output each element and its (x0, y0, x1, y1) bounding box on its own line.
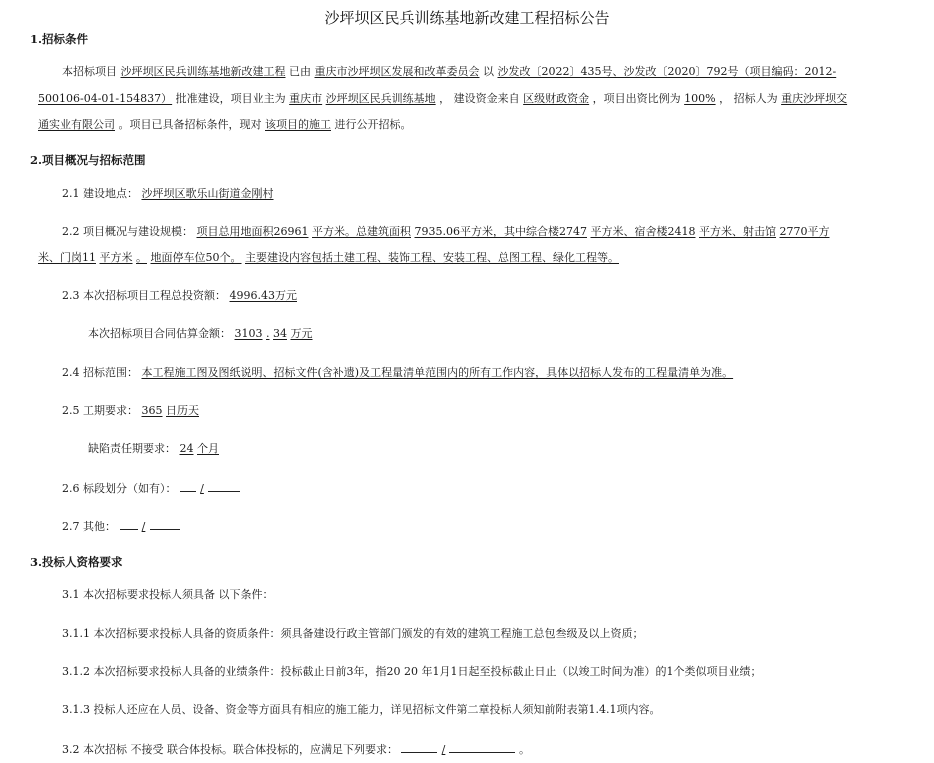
page-title: 沙坪坝区民兵训练基地新改建工程招标公告 (324, 9, 610, 27)
parking: 地面停车位50个。 (150, 251, 242, 264)
lot-division (62, 479, 240, 497)
defect-period (88, 441, 219, 457)
blank-line (150, 517, 180, 530)
tender-scope: 该项目的施工 (265, 118, 331, 131)
field-label: 2.6 标段划分（如有）： (62, 482, 177, 495)
land-area: 项目总用地面积26961 (196, 225, 309, 238)
field-value: . (266, 327, 270, 340)
construction-scale (62, 224, 830, 240)
text: 本招标项目 (62, 65, 117, 78)
text: 3.2 本次招标 不接受 联合体投标。联合体投标的，应满足下列要求： (62, 743, 398, 756)
construction-location (62, 186, 274, 202)
main-content: 主要建设内容包括土建工程、装饰工程、安装工程、总图工程、绿化工程等。 (245, 251, 619, 264)
blank-line (449, 740, 515, 753)
unit: 米 (38, 251, 49, 264)
requirement-3-1-2: 3.1.2 本次招标要求投标人具备的业绩条件：投标截止日前3年，指20 20 年1月1日起至投标截止日止（以竣工时间为准）的1个类似项目业绩； (62, 665, 762, 678)
approval-document: 沙发改〔2022〕435号、沙发改〔2020〕792号（项目编码：2012- (497, 65, 837, 78)
project-owner: 沙坪坝区民兵训练基地 (325, 92, 436, 105)
text: ，项目出资比例为 (592, 92, 681, 105)
field-value: / (141, 520, 146, 533)
field-value: / (441, 743, 446, 756)
field-label: 缺陷责任期要求： (88, 442, 176, 455)
total-investment (62, 288, 297, 304)
text: 。项目已具备招标条件，现对 (118, 118, 262, 131)
text: 。总建筑面积 (345, 225, 411, 238)
blank-line (120, 517, 138, 530)
field-label: 本次招标项目合同估算金额： (88, 327, 231, 340)
section-heading-1: 1.招标条件 (30, 32, 89, 46)
blank-line (180, 479, 196, 492)
field-label: 2.3 本次招标项目工程总投资额： (62, 289, 226, 302)
shooting-hall-area: 2770平方 (779, 225, 830, 238)
field-value: 沙坪坝区歌乐山街道金刚村 (141, 187, 274, 200)
dormitory: 、宿舍楼2418 (623, 225, 696, 238)
approval-authority: 重庆市沙坪坝区发展和改革委员会 (314, 65, 480, 78)
requirement-3-1: 3.1 本次招标要求投标人须具备 以下条件： (62, 588, 274, 601)
project-name: 沙坪坝区民兵训练基地新改建工程 (120, 65, 286, 78)
field-value: 本工程施工图及图纸说明、招标文件(含补遗)及工程量清单范围内的所有工作内容，具体以招标人发布的工程量清单为准。 (141, 366, 734, 379)
field-value: 24 (179, 442, 194, 455)
funding-ratio: 100% (684, 92, 716, 105)
text: 。 (518, 743, 530, 756)
fund-source: 区级财政资金 (523, 92, 590, 105)
other-info (62, 517, 180, 535)
requirement-3-1-1: 3.1.1 本次招标要求投标人具备的资质条件：须具备建设行政主管部门颁发的有效的建筑工程施工总包叁级及以上资质； (62, 627, 644, 640)
tenderer: 重庆沙坪坝交 (781, 92, 848, 105)
unit: 平方米 (312, 225, 345, 238)
building-area: 7935.06平方米 (414, 225, 493, 238)
field-value: 万元 (290, 327, 313, 340)
requirement-3-2 (62, 740, 530, 758)
field-value: 日历天 (166, 404, 199, 417)
field-label: 2.1 建设地点： (62, 187, 138, 200)
paragraph-line (62, 64, 836, 80)
text: 已由 (289, 65, 311, 78)
gatehouse: 、门岗11 (49, 251, 96, 264)
tenderer-cont: 通实业有限公司 (38, 118, 115, 131)
field-value: 365 (141, 404, 163, 417)
project-code: 500106-04-01-154837） (38, 92, 173, 105)
text: ， 建设资金来自 (439, 92, 520, 105)
field-value: 4996.43万元 (229, 289, 297, 302)
text: ， 招标人为 (719, 92, 778, 105)
unit: 平方米 (99, 251, 133, 264)
field-label: 2.4 招标范围： (62, 366, 138, 379)
section-heading-2: 2.项目概况与招标范围 (30, 153, 146, 167)
text: 进行公开招标。 (334, 118, 412, 131)
field-label: 2.7 其他： (62, 520, 116, 533)
paragraph-line (38, 117, 412, 133)
complex-building: ，其中综合楼2747 (493, 225, 587, 238)
field-label: 2.5 工期要求： (62, 404, 138, 417)
unit: 平方米 (699, 225, 732, 238)
unit: 平方米 (590, 225, 624, 238)
text: 以 (483, 65, 494, 78)
requirement-3-1-3: 3.1.3 投标人还应在人员、设备、资金等方面具有相应的施工能力，详见招标文件第二章投标人须知前附表第1.4.1项内容。 (62, 703, 661, 716)
field-value: 个月 (197, 442, 219, 455)
tender-range (62, 365, 733, 381)
contract-estimate (88, 326, 313, 342)
field-value: 3103 (234, 327, 263, 340)
text: 。 (136, 251, 147, 264)
blank-line (208, 479, 240, 492)
field-value: / (200, 482, 204, 495)
text: 批准建设，项目业主为 (175, 92, 286, 105)
field-label: 2.2 项目概况与建设规模： (62, 225, 193, 238)
owner-city: 重庆市 (289, 92, 323, 105)
paragraph-line (38, 91, 847, 107)
section-heading-3: 3.投标人资格要求 (30, 555, 123, 569)
field-value: 34 (273, 327, 287, 340)
blank-line (401, 740, 437, 753)
construction-scale-cont (38, 250, 619, 266)
construction-period (62, 403, 199, 419)
shooting-hall: 、射击馆 (732, 225, 776, 238)
